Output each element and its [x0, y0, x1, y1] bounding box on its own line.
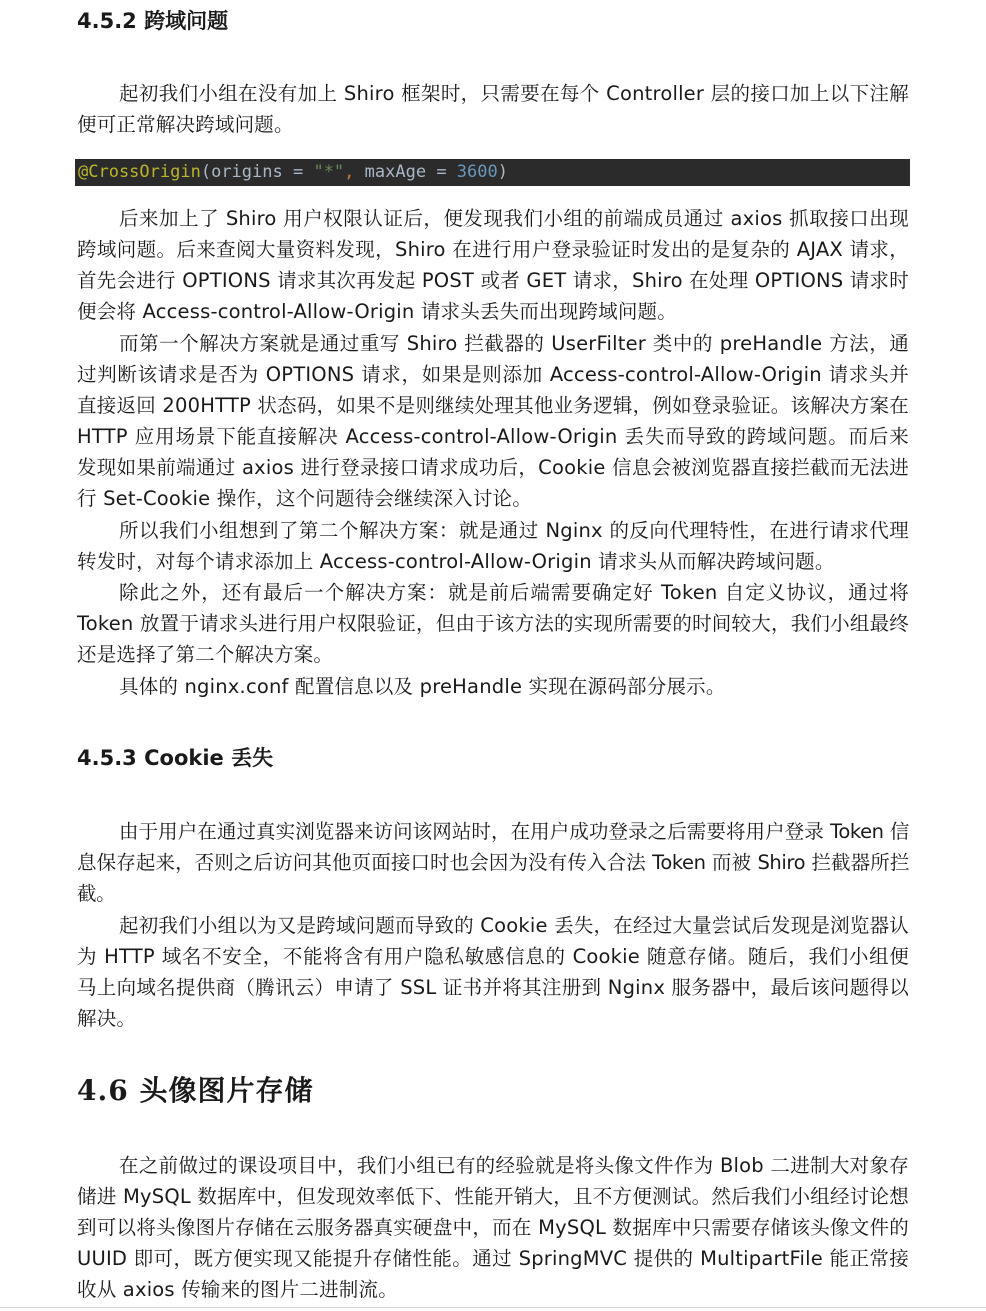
code-equals: = [426, 162, 457, 182]
paragraph: 起初我们小组在没有加上 Shiro 框架时，只需要在每个 Controller 层的接口加上以下注解便可正常解决跨域问题。 [77, 82, 909, 136]
paragraph: 由于用户在通过真实浏览器来访问该网站时，在用户成功登录之后需要将用户登录 Token 信息保存起来，否则之后访问其他页面接口时也会因为没有传入合法 Token 而被 Shiro 拦截器所拦截。 [77, 820, 909, 905]
paragraph: 后来加上了 Shiro 用户权限认证后，便发现我们小组的前端成员通过 axios 抓取接口出现跨域问题。后来查阅大量资料发现，Shiro 在进行用户登录验证时发出的是复杂的 AJAX 请求，首先会进行 OPTIONS 请求其次再发起 POST 或者 GET 请求，Shiro 在处理 OPTIONS 请求时便会将 Access-control-Allow-Origin 请求头丢失而出现跨域问题。 [77, 207, 909, 323]
paragraph: 起初我们小组以为又是跨域问题而导致的 Cookie 丢失，在经过大量尝试后发现是浏览器认为 HTTP 域名不安全，不能将含有用户隐私敏感信息的 Cookie 随意存储。随后，我们小组便马上向域名提供商（腾讯云）申请了 SSL 证书并将其注册到 Nginx 服务器中，最后该问题得以解决。 [77, 914, 909, 1030]
section-heading-4-5-3: 4.5.3 Cookie 丢失 [77, 746, 274, 770]
paragraph: 具体的 nginx.conf 配置信息以及 preHandle 实现在源码部分展示。 [119, 675, 726, 698]
section-heading-4-5-2: 4.5.2 跨域问题 [77, 9, 229, 33]
page-bottom-divider [0, 1307, 986, 1308]
code-close-paren: ) [497, 162, 508, 182]
code-param: origins [211, 162, 283, 182]
code-annotation: @CrossOrigin [78, 162, 201, 182]
code-equals: = [282, 162, 314, 182]
code-number: 3600 [456, 162, 498, 182]
code-open-paren: ( [200, 162, 212, 182]
paragraph: 在之前做过的课设项目中，我们小组已有的经验就是将头像文件作为 Blob 二进制大对象存储进 MySQL 数据库中，但发现效率低下、性能开销大，且不方便测试。然后我们小组经讨论想到可以将头像图片存储在云服务器真实硬盘中，而在 MySQL 数据库中只需要存储该头像文件的 UUID 即可，既方便实现又能提升存储性能。通过 SpringMVC 提供的 MultipartFile 能正常接收从 axios 传输来的图片二进制流。 [77, 1154, 909, 1301]
paragraph: 除此之外，还有最后一个解决方案：就是前后端需要确定好 Token 自定义协议，通过将 Token 放置于请求头进行用户权限验证，但由于该方法的实现所需要的时间较大，我们小组最终还是选择了第二个解决方案。 [77, 581, 909, 666]
code-block [75, 159, 910, 186]
code-string: "*" [313, 162, 345, 182]
paragraph: 所以我们小组想到了第二个解决方案：就是通过 Nginx 的反向代理特性，在进行请求代理转发时，对每个请求添加上 Access-control-Allow-Origin 请求头从而解决跨域问题。 [77, 519, 909, 573]
paragraph: 而第一个解决方案就是通过重写 Shiro 拦截器的 UserFilter 类中的 preHandle 方法，通过判断该请求是否为 OPTIONS 请求，如果是则添加 Access-control-Allow-Origin 请求头并直接返回 200HTTP 状态码，如果不是则继续处理其他业务逻辑，例如登录验证。该解决方案在 HTTP 应用场景下能直接解决 Access-control-Allow-Origin 丢失而导致的跨域问题。而后来发现如果前端通过 axios 进行登录接口请求成功后，Cookie 信息会被浏览器直接拦截而无法进行 Set-Cookie 操作，这个问题待会继续深入讨论。 [77, 332, 909, 510]
code-param: maxAge [364, 162, 427, 182]
section-heading-4-6: 4.6 头像图片存储 [77, 1074, 314, 1107]
code-comma: , [344, 162, 365, 182]
